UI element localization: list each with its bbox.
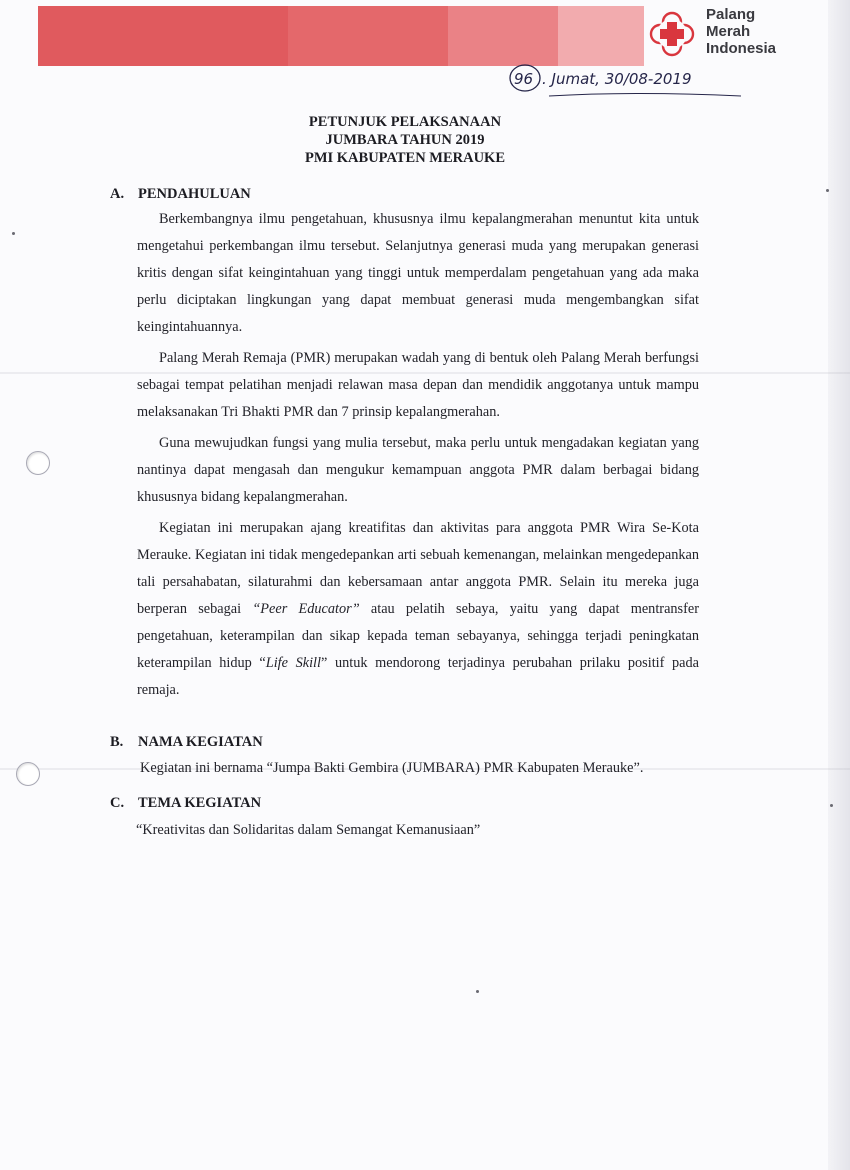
handwritten-note [505,60,745,102]
red-cross-flower-icon [648,10,696,58]
scan-speck [476,990,479,993]
paragraph: Berkembangnya ilmu pengetahuan, khususnya ilmu kepalangmerahan menuntut kita untuk mengetahui perkembangan ilmu tersebut. Selanjutnya generasi muda yang merupakan generasi kritis dengan sifat keingintahuan yang tinggi untuk memperdalam pengetahuan yang ada maka perlu diciptakan lingkungan yang dapat membuat generasi muda mengembangkan sifat keingintahuannya. [137,211,699,335]
section-heading-b [110,734,263,751]
section-body-a [137,206,699,704]
logo-wordmark [706,6,776,57]
emphasis: Life Skill [265,655,322,671]
paragraph-text: atau pelatih sebaya, yaitu yang dapat mentransfer pengetahuan, keterampilan dan sikap kepada teman sebayanya, sehingga terjadi peningkatan keterampilan hidup “ [137,601,699,671]
scan-speck [12,232,15,235]
section-number: C. [110,795,125,811]
section-body-b: Kegiatan ini bernama “Jumpa Bakti Gembira (JUMBARA) PMR Kabupaten Merauke”. [140,760,644,776]
paragraph-text: ” untuk mendorong terjadinya perubahan prilaku positif pada remaja. [137,655,699,698]
section-number: B. [110,734,124,750]
emphasis: “Peer Educator” [252,601,360,617]
title-line: PMI KABUPATEN MERAUKE [304,150,506,166]
section-body-c: “Kreativitas dan Solidaritas dalam Semangat Kemanusiaan” [136,822,481,838]
section-number: A. [110,186,125,202]
section-heading-a [110,186,251,203]
scan-speck [826,189,829,192]
title-line: JUMBARA TAHUN 2019 [325,132,485,148]
handwritten-date: . Jumat, 30/08-2019 [542,70,692,88]
document-title [0,113,810,167]
punch-hole [26,451,50,475]
header-banner [38,6,644,66]
scan-edge [828,0,850,1170]
section-title: TEMA KEGIATAN [138,795,262,811]
paragraph: Palang Merah Remaja (PMR) merupakan wadah yang di bentuk oleh Palang Merah berfungsi sebagai tempat pelatihan menjadi relawan masa depan dan mendidik anggotanya untuk mampu melaksanakan Tri Bhakti PMR dan 7 prinsip kepalangmerahan. [137,350,699,420]
paragraph [137,515,699,704]
section-title: PENDAHULUAN [138,186,251,202]
title-line: PETUNJUK PELAKSANAAN [308,114,502,130]
paragraph: Guna mewujudkan fungsi yang mulia tersebut, maka perlu untuk mengadakan kegiatan yang nantinya dapat mengasah dan mengukur kemampuan anggota PMR dalam berbagai bidang khususnya bidang kepalangmerahan. [137,435,699,505]
section-title: NAMA KEGIATAN [138,734,263,750]
logo-line: Palang [706,6,756,23]
section-heading-c [110,795,261,812]
handwritten-number: 96 [514,70,534,88]
logo-line: Indonesia [706,40,777,57]
punch-hole [16,762,40,786]
scan-speck [830,804,833,807]
pmi-logo [646,4,846,62]
paragraph-text: Kegiatan ini merupakan ajang kreatifitas dan aktivitas para anggota PMR Wira Se-Kota Merauke. Kegiatan ini tidak mengedepankan arti sebuah kemenangan, melainkan mengedepankan tali persahabatan, silaturahmi dan kebersamaan antar anggota PMR. Selain itu mereka juga berperan sebagai [137,520,699,617]
logo-line: Merah [706,23,751,40]
